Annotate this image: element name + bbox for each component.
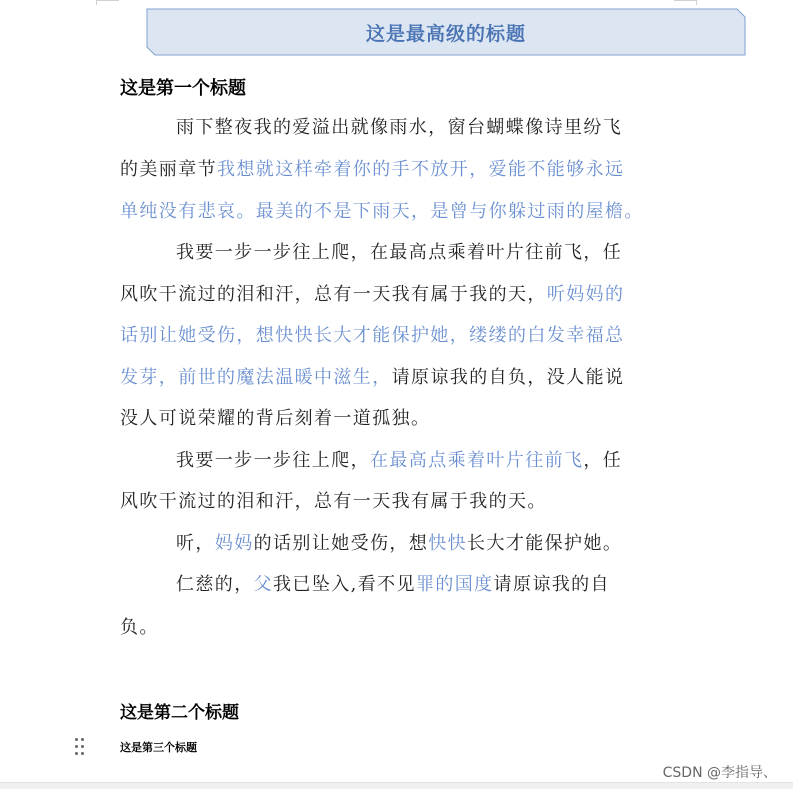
body-line[interactable]: [176, 449, 622, 473]
body-line[interactable]: [120, 616, 159, 640]
text-segment: 的话别让她受伤，想: [253, 533, 429, 554]
text-segment: 请原谅我的自负，没人能说: [391, 367, 625, 388]
text-segment: 我要一步一步往上爬，: [176, 450, 370, 471]
text-segment: 没人可说荣耀的背后刻着一道孤独。: [120, 408, 431, 429]
heading-3[interactable]: 这是第三个标题: [120, 741, 197, 754]
highlighted-text-segment: 单纯没有悲哀。最美的不是下雨天，是曾与你躲过雨的屋檐。: [120, 201, 644, 222]
text-segment: 我已坠入,看不见: [273, 574, 416, 595]
document-title[interactable]: 这是最高级的标题: [365, 22, 526, 45]
highlighted-text-segment: 妈妈: [214, 533, 254, 554]
highlighted-text-segment: 我想就这样牵着你的手不放开，爱能不能够永远: [217, 159, 625, 180]
body-line[interactable]: [120, 490, 547, 514]
body-line[interactable]: [120, 366, 624, 390]
text-segment: ，任: [583, 450, 623, 471]
highlighted-text-segment: 听妈妈的: [546, 284, 625, 305]
text-segment: 的美丽章节: [120, 159, 217, 180]
text-segment: 风吹干流过的泪和汗，总有一天我有属于我的天，: [120, 284, 547, 305]
body-line[interactable]: [120, 200, 644, 224]
body-line[interactable]: [176, 573, 610, 597]
text-segment: 负。: [120, 617, 159, 638]
text-segment: 听，: [176, 533, 215, 554]
text-segment: 仁慈的，: [176, 574, 254, 595]
text-segment: 长大才能保护她。: [467, 533, 623, 554]
page-corner-mark-left: [96, 0, 119, 5]
body-line[interactable]: [176, 116, 622, 140]
highlighted-text-segment: 发芽，前世的魔法温暖中滋生，: [120, 367, 392, 388]
grip-dots-icon[interactable]: [74, 737, 86, 757]
text-segment: 我要一步一步往上爬，在最高点乘着叶片往前飞，任: [176, 242, 623, 263]
text-segment: 雨下整夜我的爱溢出就像雨水，窗台蝴蝶像诗里纷飞: [176, 117, 623, 138]
body-line[interactable]: [176, 241, 622, 265]
text-segment: 请原谅我的自: [493, 574, 610, 595]
body-line[interactable]: [120, 324, 624, 348]
title-box: [146, 8, 746, 56]
highlighted-text-segment: 话别让她受伤，想快快长大才能保护她，缕缕的白发幸福总: [120, 325, 625, 346]
text-segment: 风吹干流过的泪和汗，总有一天我有属于我的天。: [120, 491, 547, 512]
highlighted-text-segment: 快快: [428, 533, 468, 554]
body-line[interactable]: [120, 158, 624, 182]
page-corner-mark-right: [674, 0, 697, 5]
bottom-scrollbar[interactable]: [0, 782, 793, 789]
body-line[interactable]: [176, 532, 622, 556]
heading-1[interactable]: 这是第一个标题: [120, 78, 246, 99]
body-line[interactable]: [120, 407, 430, 431]
highlighted-text-segment: 父: [253, 574, 274, 595]
highlighted-text-segment: 罪的国度: [415, 574, 494, 595]
heading-2[interactable]: 这是第二个标题: [120, 703, 239, 723]
body-line[interactable]: [120, 283, 624, 307]
highlighted-text-segment: 在最高点乘着叶片往前飞: [370, 450, 584, 471]
watermark: CSDN @李指导、: [662, 765, 777, 781]
